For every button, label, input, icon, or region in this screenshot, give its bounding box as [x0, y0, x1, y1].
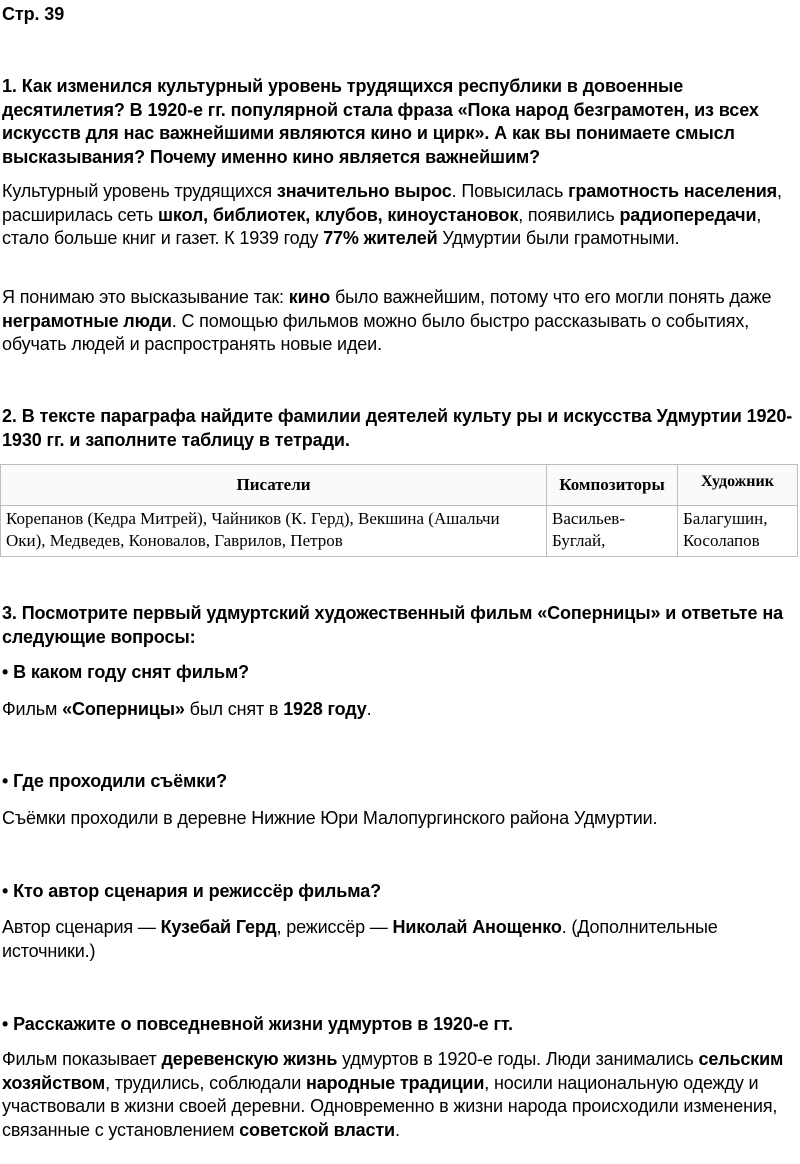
question-3-sub-4: • Расскажите о повседневной жизни удмуртов в 1920-е гт.: [2, 1014, 513, 1034]
table-row: [1, 506, 798, 557]
question-3-sub-1: • В каком году снят фильм?: [2, 662, 250, 682]
header-artists: Художник: [678, 465, 798, 506]
answer-1-paragraph-2: Я понимаю это высказывание так: кино было важнейшим, потому что его могли понять даже неграмотные люди. С помощью фильмов можно было быстро рассказывать о событиях, обучать людей и распространять новые идеи.: [2, 287, 772, 354]
cell-artists: Балагушин, Косолапов: [678, 506, 798, 557]
cell-composers: Васильев-Буглай,: [547, 506, 678, 557]
answer-3-sub-4: Фильм показывает деревенскую жизнь удмуртов в 1920-е годы. Люди занимались сельским хозяйством, трудились, соблюдали народные традиции, носили национальную одежду и участвовали в жизни своей деревни. Одновременно в жизни народа происходили изменения, связанные с установлением советской власти.: [2, 1049, 784, 1140]
question-3: 3. Посмотрите первый удмуртский художественный фильм «Соперницы» и ответьте на следующие вопросы:: [2, 603, 784, 647]
answer-1-paragraph-1: Культурный уровень трудящихся значительно вырос. Повысилась грамотность населения, расширилась сеть школ, библиотек, клубов, киноустановок, появились радиопередачи, стало больше книг и газет. К 1939 году 77% жителей Удмуртии были грамотными.: [2, 181, 782, 248]
table-header-row: [1, 465, 798, 506]
question-3-sub-3: • Кто автор сценария и режиссёр фильма?: [2, 881, 381, 901]
culture-figures-table: [0, 464, 798, 557]
question-1: 1. Как изменился культурный уровень трудящихся республики в довоенные десятилетия? В 1920-е гг. популярной стала фраза «Пока народ безграмотен, из всех искусств для нас важнейшими являются кино и цирк». А как вы понимаете смысл высказывания? Почему именно кино является важнейшим?: [2, 76, 759, 167]
question-3-sub-2: • Где проходили съёмки?: [2, 771, 227, 791]
question-2: 2. В тексте параграфа найдите фамилии деятелей культу ры и искусства Удмуртии 1920-1930 гг. и заполните таблицу в тетради.: [2, 406, 793, 450]
answer-3-sub-1: Фильм «Соперницы» был снят в 1928 году.: [2, 699, 372, 719]
header-composers: Композиторы: [547, 465, 678, 506]
cell-writers: Корепанов (Кедра Митрей), Чайников (К. Герд), Векшина (Ашальчи Оки), Медведев, Коновалов, Гаврилов, Петров: [1, 506, 547, 557]
answer-3-sub-2: Съёмки проходили в деревне Нижние Юри Малопургинского района Удмуртии.: [2, 808, 658, 828]
answer-3-sub-3: Автор сценария — Кузебай Герд, режиссёр — Николай Анощенко. (Дополнительные источники.): [2, 917, 718, 961]
page-label: Стр. 39: [2, 4, 65, 24]
header-writers: Писатели: [1, 465, 547, 506]
